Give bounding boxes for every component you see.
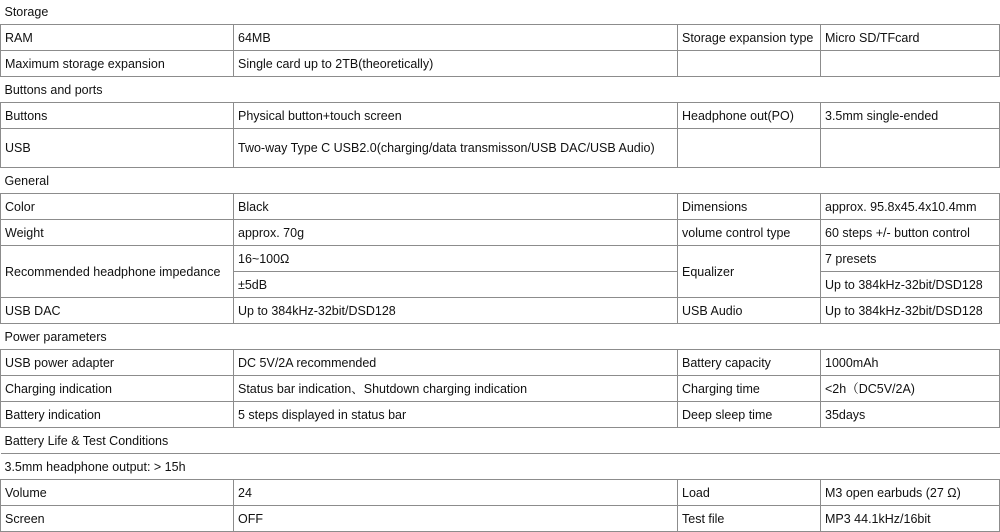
table-row bbox=[1, 376, 1000, 402]
impedance-value-1: 16~100Ω bbox=[234, 246, 678, 272]
section-heading-general: General bbox=[1, 168, 1000, 194]
section-row-headphone-output bbox=[1, 454, 1000, 480]
impedance-value-2: ±5dB bbox=[234, 272, 678, 298]
section-row-power bbox=[1, 324, 1000, 350]
deep-sleep-label: Deep sleep time bbox=[678, 402, 821, 428]
empty-cell bbox=[821, 51, 1000, 77]
usb-label: USB bbox=[1, 129, 234, 168]
equalizer-value-2: Up to 384kHz-32bit/DSD128 bbox=[821, 272, 1000, 298]
weight-value: approx. 70g bbox=[234, 220, 678, 246]
table-row bbox=[1, 480, 1000, 506]
adapter-value: DC 5V/2A recommended bbox=[234, 350, 678, 376]
section-heading-power: Power parameters bbox=[1, 324, 1000, 350]
test-file-value: MP3 44.1kHz/16bit bbox=[821, 506, 1000, 532]
volume-label: Volume bbox=[1, 480, 234, 506]
section-heading-buttons-ports: Buttons and ports bbox=[1, 77, 1000, 103]
charging-time-value: <2h（DC5V/2A) bbox=[821, 376, 1000, 402]
buttons-label: Buttons bbox=[1, 103, 234, 129]
empty-cell bbox=[678, 51, 821, 77]
headphone-output-line: 3.5mm headphone output: > 15h bbox=[1, 454, 1000, 480]
volume-control-label: volume control type bbox=[678, 220, 821, 246]
expansion-type-label: Storage expansion type bbox=[678, 25, 821, 51]
table-row bbox=[1, 506, 1000, 532]
expansion-type-value: Micro SD/TFcard bbox=[821, 25, 1000, 51]
table-row bbox=[1, 298, 1000, 324]
usb-audio-value: Up to 384kHz-32bit/DSD128 bbox=[821, 298, 1000, 324]
table-row bbox=[1, 220, 1000, 246]
section-heading-battery-life: Battery Life & Test Conditions bbox=[1, 428, 1000, 454]
max-expansion-value: Single card up to 2TB(theoretically) bbox=[234, 51, 678, 77]
battery-capacity-label: Battery capacity bbox=[678, 350, 821, 376]
adapter-label: USB power adapter bbox=[1, 350, 234, 376]
ram-label: RAM bbox=[1, 25, 234, 51]
table-row bbox=[1, 103, 1000, 129]
usb-value: Two-way Type C USB2.0(charging/data transmisson/USB DAC/USB Audio) bbox=[234, 129, 678, 168]
empty-cell bbox=[678, 129, 821, 168]
table-row bbox=[1, 51, 1000, 77]
table-row bbox=[1, 25, 1000, 51]
screen-label: Screen bbox=[1, 506, 234, 532]
charging-time-label: Charging time bbox=[678, 376, 821, 402]
color-value: Black bbox=[234, 194, 678, 220]
buttons-value: Physical button+touch screen bbox=[234, 103, 678, 129]
battery-capacity-value: 1000mAh bbox=[821, 350, 1000, 376]
usb-audio-label: USB Audio bbox=[678, 298, 821, 324]
charging-indication-value: Status bar indication、Shutdown charging indication bbox=[234, 376, 678, 402]
test-file-label: Test file bbox=[678, 506, 821, 532]
dimensions-value: approx. 95.8x45.4x10.4mm bbox=[821, 194, 1000, 220]
section-row-storage bbox=[1, 0, 1000, 25]
section-heading-storage: Storage bbox=[1, 0, 1000, 25]
dimensions-label: Dimensions bbox=[678, 194, 821, 220]
table-row bbox=[1, 129, 1000, 168]
weight-label: Weight bbox=[1, 220, 234, 246]
battery-indication-label: Battery indication bbox=[1, 402, 234, 428]
load-value: M3 open earbuds (27 Ω) bbox=[821, 480, 1000, 506]
load-label: Load bbox=[678, 480, 821, 506]
usb-dac-label: USB DAC bbox=[1, 298, 234, 324]
section-row-general bbox=[1, 168, 1000, 194]
battery-indication-value: 5 steps displayed in status bar bbox=[234, 402, 678, 428]
ram-value: 64MB bbox=[234, 25, 678, 51]
equalizer-value-1: 7 presets bbox=[821, 246, 1000, 272]
table-row bbox=[1, 246, 1000, 272]
headphone-out-value: 3.5mm single-ended bbox=[821, 103, 1000, 129]
table-row bbox=[1, 402, 1000, 428]
section-row-buttons-ports bbox=[1, 77, 1000, 103]
max-expansion-label: Maximum storage expansion bbox=[1, 51, 234, 77]
impedance-label: Recommended headphone impedance bbox=[1, 246, 234, 298]
equalizer-label: Equalizer bbox=[678, 246, 821, 298]
screen-value: OFF bbox=[234, 506, 678, 532]
empty-cell bbox=[821, 129, 1000, 168]
deep-sleep-value: 35days bbox=[821, 402, 1000, 428]
color-label: Color bbox=[1, 194, 234, 220]
usb-dac-value: Up to 384kHz-32bit/DSD128 bbox=[234, 298, 678, 324]
volume-control-value: 60 steps +/- button control bbox=[821, 220, 1000, 246]
charging-indication-label: Charging indication bbox=[1, 376, 234, 402]
volume-value: 24 bbox=[234, 480, 678, 506]
table-row bbox=[1, 350, 1000, 376]
headphone-out-label: Headphone out(PO) bbox=[678, 103, 821, 129]
table-row bbox=[1, 194, 1000, 220]
section-row-battery-life bbox=[1, 428, 1000, 454]
